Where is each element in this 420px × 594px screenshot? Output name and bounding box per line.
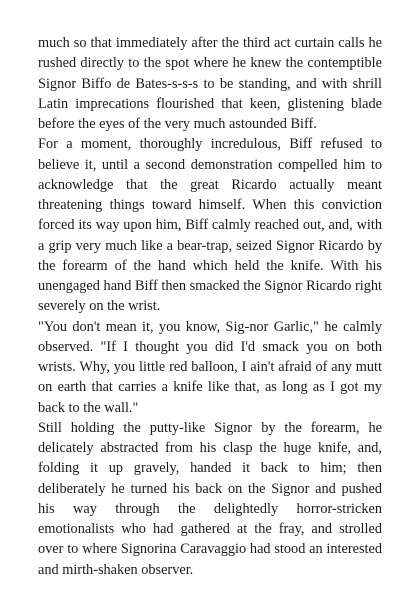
- paragraph-4: Still holding the putty-like Signor by the forearm, he delicately abstracted from his clasp the huge knife, and, folding it up gravely, handed it back to him; then deliberately he turned his back on the Signor and pushed his way through the delightedly horror-stricken emotionalists who had gathered at the fray, and strolled over to where Signorina Caravaggio had stood an interested and mirth-shaken observer.: [38, 419, 382, 578]
- paragraph-3: "You don't mean it, you know, Sig-nor Garlic," he calmly observed. "If I thought you did I'd smack you on both wrists. Why, you little red balloon, I ain't afraid of any mutt on earth that carries a knife like that, as long as I got my back to the wall.": [38, 318, 382, 416]
- book-page: [38, 33, 382, 580]
- paragraph-2: For a moment, thoroughly incredulous, Biff refused to believe it, until a second demonstration compelled him to acknowledge that the great Ricardo actually meant threatening things toward himself. When this conviction forced its way upon him, Biff calmly reached out, and, with a grip very much like a bear-trap, seized Signor Ricardo by the forearm of the hand which held the knife. With his unengaged hand Biff then smacked the Signor Ricardo right severely on the wrist.: [38, 136, 382, 315]
- paragraph-1: much so that immediately after the third act curtain calls he rushed directly to the spot where he knew the contemptible Signor Biffo de Bates-s-s-s to be standing, and with shrill Latin imprecations flourished that keen, glistening blade before the eyes of the very much astounded Biff.: [38, 35, 382, 132]
